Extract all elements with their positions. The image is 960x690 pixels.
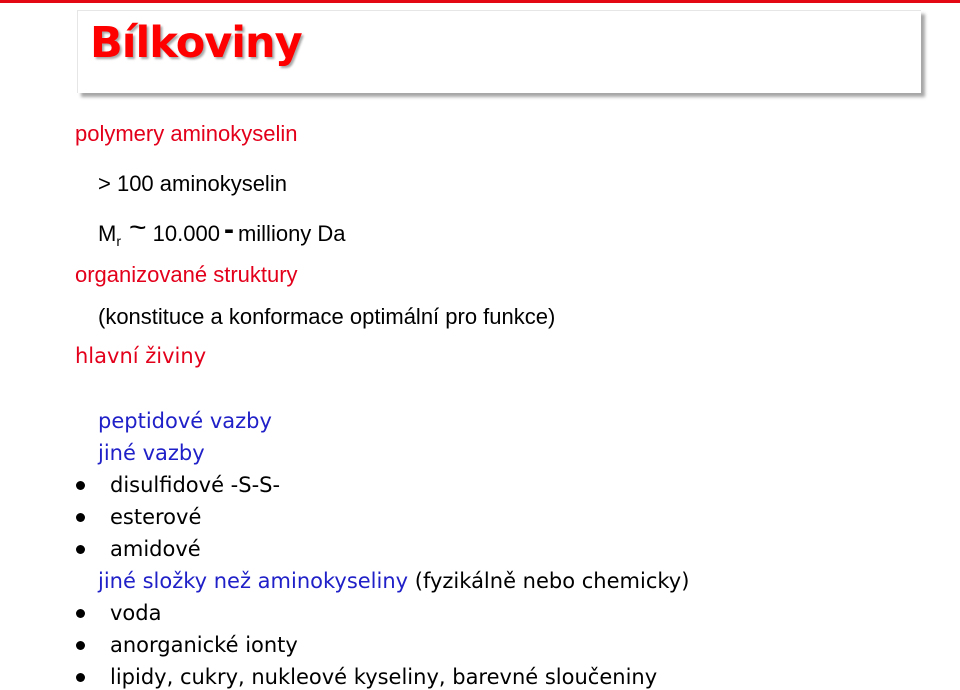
- text-molar-mass: [98, 211, 346, 254]
- text-water: voda: [110, 601, 162, 625]
- text-ester: esterové: [110, 505, 202, 529]
- text-inorganic-ions: anorganické ionty: [110, 633, 298, 657]
- text-lipids: lipidy, cukry, nukleové kyseliny, barevné sloučeniny: [110, 665, 658, 689]
- bullet-amide: [76, 545, 85, 554]
- mr-end: milliony Da: [237, 221, 346, 246]
- text-other-bonds: jiné vazby: [98, 441, 205, 465]
- bullet-lipids: [76, 673, 85, 682]
- bullet-disulfide: [76, 481, 85, 490]
- mr-symbol: M: [98, 221, 117, 246]
- text-physically-chemically: (fyzikálně nebo chemicky): [408, 569, 690, 593]
- bullet-water: [76, 609, 85, 618]
- text-constitution: (konstituce a konformace optimální pro funkce): [98, 304, 556, 329]
- text-amino-count: > 100 aminokyselin: [98, 171, 287, 196]
- bullet-ester: [76, 513, 85, 522]
- text-other-components: [98, 568, 689, 594]
- text-polymers: polymery aminokyselin: [75, 121, 298, 146]
- bullet-ions: [76, 641, 85, 650]
- text-main-nutrients: hlavní živiny: [75, 344, 207, 368]
- text-amide: amidové: [110, 537, 201, 561]
- mr-tilde: ~: [129, 211, 147, 244]
- slide-title: Bílkoviny: [90, 18, 302, 68]
- text-non-amino: jiné složky než aminokyseliny: [98, 569, 409, 593]
- text-peptide-bonds: peptidové vazby: [98, 409, 272, 433]
- text-disulfide: disulfidové -S-S-: [110, 473, 281, 497]
- mr-subscript: r: [116, 233, 121, 249]
- top-accent-line: [0, 0, 960, 3]
- text-organized-structures: organizované struktury: [75, 262, 298, 287]
- mr-dash: -: [223, 213, 234, 246]
- mr-start: 10.000: [152, 221, 220, 246]
